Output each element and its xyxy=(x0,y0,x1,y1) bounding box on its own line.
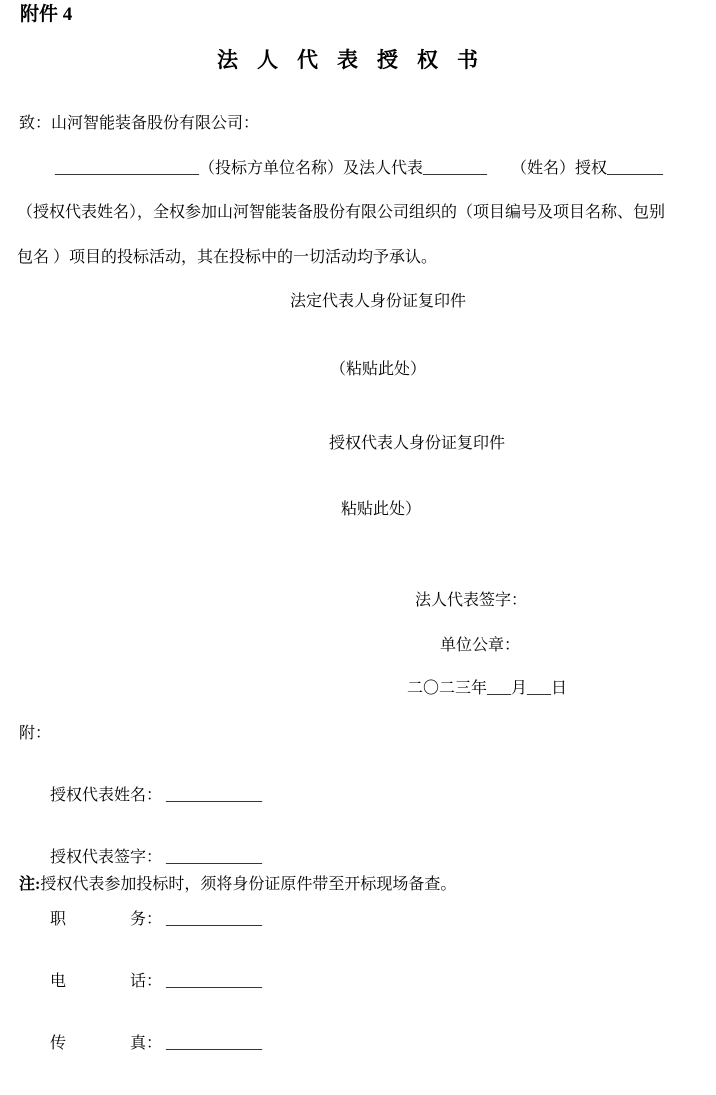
legal-rep-id-copy-heading: 法定代表人身份证复印件 xyxy=(289,293,467,310)
body-line-1: __________________（投标方单位名称）及法人代表________ （姓名）授权_______ xyxy=(55,160,664,177)
appendix-item-label: 授权代表签字 xyxy=(50,849,147,866)
appendix-item-blank: ____________ xyxy=(166,973,263,990)
appendix-row-position xyxy=(50,909,262,931)
appendix-item-colon: ： xyxy=(146,1035,163,1052)
company-seal-label: 单位公章： xyxy=(440,637,521,654)
appendix-row-name xyxy=(50,785,262,807)
note-text: 授权代表参加投标时，须将身份证原件带至开标现场备查。 xyxy=(40,876,457,893)
body-line-3: 包名 ）项目的投标活动，其在投标中的一切活动均予承认。 xyxy=(17,249,438,266)
paste-here-placeholder-2: 粘贴此处） xyxy=(340,501,422,518)
salutation-line: 致：山河智能装备股份有限公司： xyxy=(19,115,260,132)
appendix-item-blank: ____________ xyxy=(166,1035,263,1052)
date-line: 二〇二三年___月___日 xyxy=(407,680,568,697)
note-prefix: 注: xyxy=(19,876,41,893)
note-line xyxy=(19,875,456,895)
appendix-item-colon: ： xyxy=(146,787,163,804)
appendix-list xyxy=(50,745,262,1095)
appendix-item-label: 电话 xyxy=(50,973,146,990)
document-title: 法人代表授权书 xyxy=(217,48,497,72)
appendix-item-label: 职务 xyxy=(50,911,146,928)
appendix-row-phone xyxy=(50,971,262,993)
appendix-item-label: 授权代表姓名 xyxy=(50,787,147,804)
appendix-item-blank: ____________ xyxy=(166,787,263,804)
appendix-item-colon: ： xyxy=(146,973,163,990)
appendix-item-colon: ： xyxy=(146,911,163,928)
appendix-row-fax xyxy=(50,1033,262,1055)
appendix-item-label: 传真 xyxy=(50,1035,146,1052)
legal-rep-signature-label: 法人代表签字： xyxy=(415,592,528,609)
attachment-number: 附件 4 xyxy=(20,4,73,25)
appendix-row-signature xyxy=(50,847,262,869)
appendix-label: 附： xyxy=(19,725,52,742)
authorized-rep-id-copy-heading: 授权代表人身份证复印件 xyxy=(328,435,506,452)
appendix-item-colon: ： xyxy=(146,849,163,866)
body-line-2: （授权代表姓名），全权参加山河智能装备股份有限公司组织的（项目编号及项目名称、包别 xyxy=(17,204,666,221)
appendix-item-blank: ____________ xyxy=(166,849,263,866)
appendix-item-blank: ____________ xyxy=(166,911,263,928)
paste-here-placeholder-1: （粘贴此处） xyxy=(329,361,427,378)
